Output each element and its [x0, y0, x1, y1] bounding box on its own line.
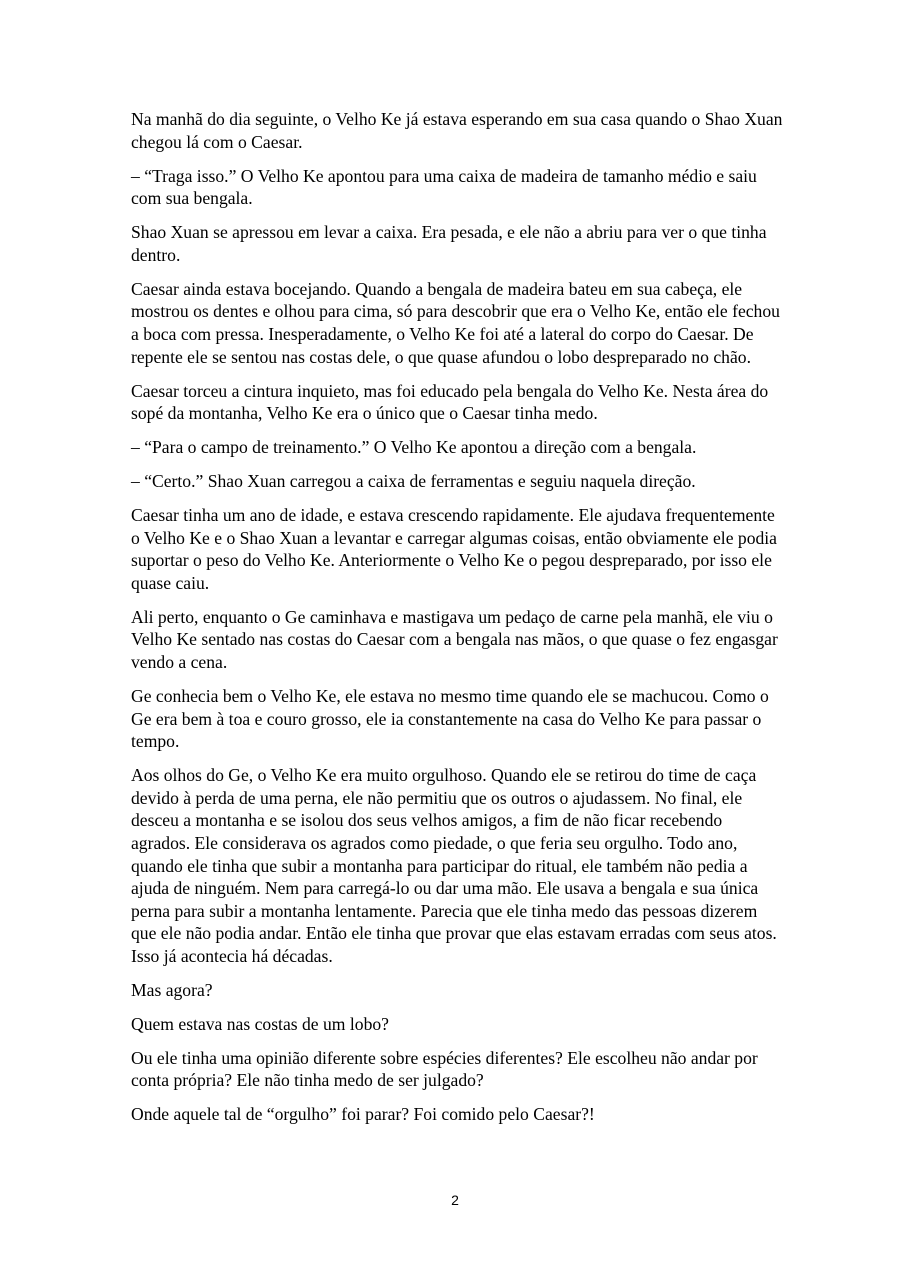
body-text: [131, 108, 783, 1137]
paragraph: Ge conhecia bem o Velho Ke, ele estava no mesmo time quando ele se machucou. Como o Ge era bem à toa e couro grosso, ele ia constantemente na casa do Velho Ke para passar o tempo.: [131, 685, 769, 752]
paragraph: Shao Xuan se apressou em levar a caixa. Era pesada, e ele não a abriu para ver o que tinha dentro.: [131, 222, 767, 265]
paragraph: Onde aquele tal de “orgulho” foi parar? Foi comido pelo Caesar?!: [131, 1104, 595, 1125]
page-number: 2: [451, 1192, 459, 1208]
paragraph: – “Certo.” Shao Xuan carregou a caixa de ferramentas e seguiu naquela direção.: [131, 471, 696, 492]
paragraph: Mas agora?: [131, 979, 213, 1000]
paragraph: Na manhã do dia seguinte, o Velho Ke já estava esperando em sua casa quando o Shao Xuan chegou lá com o Caesar.: [131, 109, 783, 152]
paragraph: Aos olhos do Ge, o Velho Ke era muito orgulhoso. Quando ele se retirou do time de caça devido à perda de uma perna, ele não permitiu que os outros o ajudassem. No final, ele desceu a montanha e se isolou dos seus velhos amigos, a fim de não ficar recebendo agrados. Ele considerava os agrados como piedade, o que feria seu orgulho. Todo ano, quando ele tinha que subir a montanha para participar do ritual, ele também não pedia a ajuda de ninguém. Nem para carregá-lo ou dar uma mão. Ele usava a bengala e sua única perna para subir a montanha lentamente. Parecia que ele tinha medo das pessoas dizerem que ele não podia andar. Então ele tinha que provar que elas estavam erradas com seus atos. Isso já acontecia há décadas.: [131, 765, 777, 966]
paragraph: – “Para o campo de treinamento.” O Velho Ke apontou a direção com a bengala.: [131, 437, 697, 458]
paragraph: Quem estava nas costas de um lobo?: [131, 1013, 389, 1034]
paragraph: Ali perto, enquanto o Ge caminhava e mastigava um pedaço de carne pela manhã, ele viu o Velho Ke sentado nas costas do Caesar com a bengala nas mãos, o que quase o fez engasgar vendo a cena.: [131, 606, 778, 672]
paragraph: Caesar tinha um ano de idade, e estava crescendo rapidamente. Ele ajudava frequentemente o Velho Ke e o Shao Xuan a levantar e carregar algumas coisas, então obviamente ele podia suportar o peso do Velho Ke. Anteriormente o Velho Ke o pegou despreparado, por isso ele quase caiu.: [131, 505, 777, 593]
paragraph: Ou ele tinha uma opinião diferente sobre espécies diferentes? Ele escolheu não andar por conta própria? Ele não tinha medo de ser julgado?: [131, 1047, 758, 1091]
paragraph: Caesar torceu a cintura inquieto, mas foi educado pela bengala do Velho Ke. Nesta área do sopé da montanha, Velho Ke era o único que o Caesar tinha medo.: [131, 380, 769, 424]
paragraph: Caesar ainda estava bocejando. Quando a bengala de madeira bateu em sua cabeça, ele mostrou os dentes e olhou para cima, só para descobrir que era o Velho Ke, então ele fechou a boca com pressa. Inesperadamente, o Velho Ke foi até a lateral do corpo do Caesar. De repente ele se sentou nas costas dele, o que quase afundou o lobo despreparado no chão.: [131, 278, 780, 367]
paragraph: – “Traga isso.” O Velho Ke apontou para uma caixa de madeira de tamanho médio e saiu com sua bengala.: [131, 165, 757, 209]
